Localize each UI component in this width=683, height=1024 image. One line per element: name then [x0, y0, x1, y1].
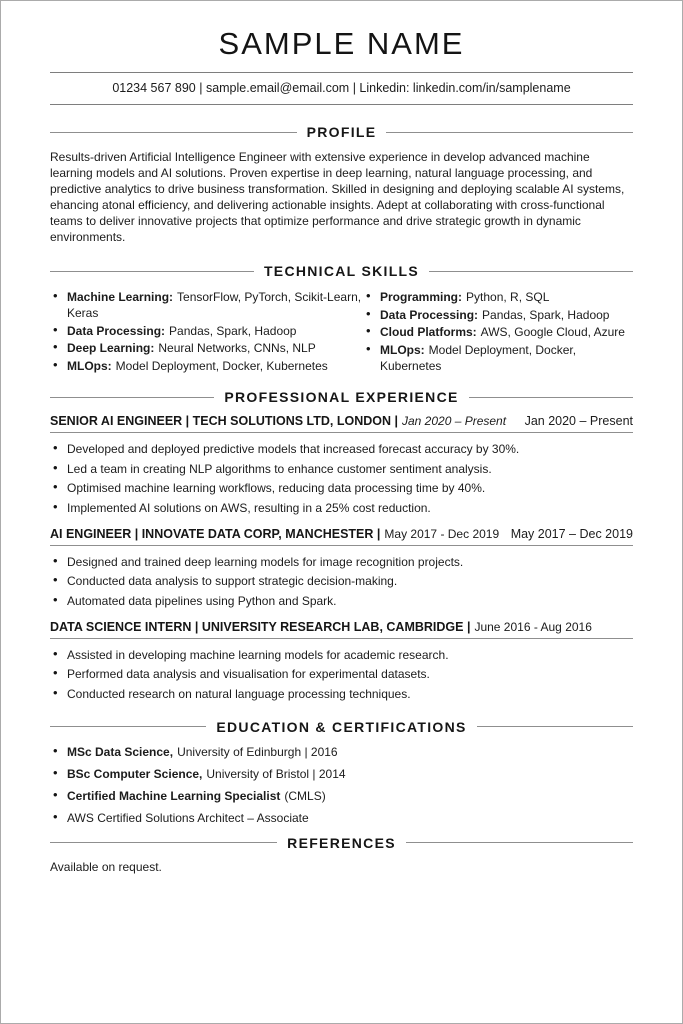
heading-line-right: [429, 271, 633, 272]
skill-label: MLOps:: [380, 342, 425, 357]
education-list: [50, 744, 633, 826]
references-text: Available on request.: [50, 859, 162, 874]
section-heading-row: [50, 263, 633, 279]
job-right-date: Jan 2020 – Present: [524, 414, 633, 429]
skills-column-right: [363, 289, 633, 375]
skill-label: Programming:: [380, 290, 463, 305]
education-item: [50, 766, 633, 782]
skill-label: Cloud Platforms:: [380, 325, 477, 340]
bullet-item: • Conducted research on natural language processing techniques.: [50, 686, 633, 702]
skill-value: Pandas, Spark, Hadoop: [169, 323, 297, 338]
skill-value: Model Deployment, Docker, Kubernetes: [115, 358, 328, 373]
section-heading-row: [50, 389, 633, 405]
skill-item: [363, 342, 633, 374]
education-item-rest: University of Bristol | 2014: [206, 766, 346, 781]
page-title: SAMPLE NAME: [218, 26, 465, 61]
job-bullet-list: [50, 554, 633, 609]
section-heading-row: [50, 835, 633, 851]
profile-text: Results-driven Artificial Intelligence Engineer with extensive experience in develop advanced machine learning models and AI solutions. Proven expertise in deep learning, natural language processing, and predictive analytics to drive business transformation. Skilled in designing and deploying scalable AI systems, ehancing atonal efficiency, and delivering actionable insights. Adept at collaborating with cross-functional teams to deliver innovative projects that optimize performance and drive strategic growth in dynamic environments.: [50, 150, 625, 245]
skill-value: AWS, Google Cloud, Azure: [480, 325, 625, 340]
section-heading: TECHNICAL SKILLS: [263, 263, 420, 280]
heading-line-left: [50, 132, 297, 133]
skill-item: [363, 324, 633, 340]
education-item-rest: AWS Certified Solutions Architect – Associate: [67, 810, 309, 825]
job-bullet-list: [50, 441, 633, 516]
bullet-item: • Automated data pipelines using Python and Spark.: [50, 593, 633, 609]
skill-value: Pandas, Spark, Hadoop: [482, 307, 610, 322]
job-title: [50, 414, 506, 428]
section-profile: [50, 124, 633, 245]
skill-label: Data Processing:: [380, 307, 479, 322]
heading-line-left: [50, 397, 214, 398]
divider: [50, 104, 633, 105]
skills-columns: [50, 289, 633, 375]
education-item-rest: (CMLS): [284, 788, 326, 803]
job-inline-date: June 2016 - Aug 2016: [474, 619, 592, 634]
section-heading: EDUCATION & CERTIFICATIONS: [216, 718, 467, 735]
contact-line: 01234 567 890 | sample.email@email.com | Linkedin: linkedin.com/in/samplename: [112, 81, 571, 96]
job-entry: [50, 414, 633, 516]
education-item-rest: University of Edinburgh | 2016: [177, 744, 338, 759]
bullet-item: • Performed data analysis and visualisation for experimental datasets.: [50, 666, 633, 682]
education-item-bold: BSc Computer Science,: [67, 766, 203, 781]
section-references: [50, 835, 633, 875]
job-title-text: AI ENGINEER | INNOVATE DATA CORP, MANCHESTER |: [50, 526, 381, 541]
heading-line-left: [50, 271, 254, 272]
skill-value: Model Deployment, Docker, Kubernetes: [380, 342, 577, 373]
heading-line-right: [477, 726, 633, 727]
education-item-bold: MSc Data Science,: [67, 744, 174, 759]
heading-line-right: [469, 397, 633, 398]
job-title-row: [50, 414, 633, 433]
section-heading: REFERENCES: [287, 834, 396, 851]
job-entry: [50, 620, 633, 702]
job-title: [50, 527, 499, 541]
heading-line-right: [386, 132, 633, 133]
skill-value: TensorFlow, PyTorch, Scikit-Learn, Keras: [67, 290, 362, 321]
skill-label: MLOps:: [67, 358, 112, 373]
education-item: [50, 744, 633, 760]
job-title-text: DATA SCIENCE INTERN | UNIVERSITY RESEARCH LAB, CAMBRIDGE |: [50, 619, 471, 634]
bullet-item: • Assisted in developing machine learning models for academic research.: [50, 647, 633, 663]
bullet-item: • Conducted data analysis to support strategic decision-making.: [50, 573, 633, 589]
job-title-row: [50, 620, 633, 639]
skill-label: Machine Learning:: [67, 290, 174, 305]
section-professional-experience: [50, 389, 633, 702]
heading-line-left: [50, 842, 277, 843]
bullet-item: • Developed and deployed predictive models that increased forecast accuracy by 30%.: [50, 441, 633, 457]
skill-value: Neural Networks, CNNs, NLP: [158, 341, 316, 356]
job-entry: [50, 527, 633, 609]
job-inline-date: May 2017 - Dec 2019: [384, 526, 500, 541]
job-title-row: [50, 527, 633, 546]
heading-line-left: [50, 726, 206, 727]
job-inline-date: Jan 2020 – Present: [401, 414, 507, 429]
heading-line-right: [406, 842, 633, 843]
bullet-item: • Designed and trained deep learning models for image recognition projects.: [50, 554, 633, 570]
education-item: [50, 788, 633, 804]
section-heading-row: [50, 124, 633, 140]
job-bullet-list: [50, 647, 633, 702]
skill-item: [363, 289, 633, 305]
education-item-bold: Certified Machine Learning Specialist: [67, 788, 281, 803]
skill-item: [363, 307, 633, 323]
job-title-text: SENIOR AI ENGINEER | TECH SOLUTIONS LTD, LONDON |: [50, 414, 398, 429]
section-heading-row: [50, 719, 633, 735]
job-right-date: May 2017 – Dec 2019: [510, 526, 633, 541]
bullet-item: • Optimised machine learning workflows, reducing data processing time by 40%.: [50, 480, 633, 496]
skill-item: [50, 323, 363, 339]
skills-column-left: [50, 289, 363, 375]
section-education-certifications: [50, 719, 633, 826]
skill-item: [50, 289, 363, 321]
education-item: [50, 810, 633, 826]
skill-item: [50, 340, 363, 356]
skill-label: Data Processing:: [67, 323, 166, 338]
section-technical-skills: [50, 263, 633, 375]
bullet-item: • Implemented AI solutions on AWS, resulting in a 25% cost reduction.: [50, 500, 633, 516]
section-heading: PROFILE: [306, 124, 377, 141]
skill-value: Python, R, SQL: [466, 290, 550, 305]
bullet-item: • Led a team in creating NLP algorithms to enhance customer sentiment analysis.: [50, 461, 633, 477]
section-heading: PROFESSIONAL EXPERIENCE: [224, 389, 459, 406]
skill-item: [50, 358, 363, 374]
job-title: [50, 620, 592, 634]
skill-label: Deep Learning:: [67, 341, 155, 356]
